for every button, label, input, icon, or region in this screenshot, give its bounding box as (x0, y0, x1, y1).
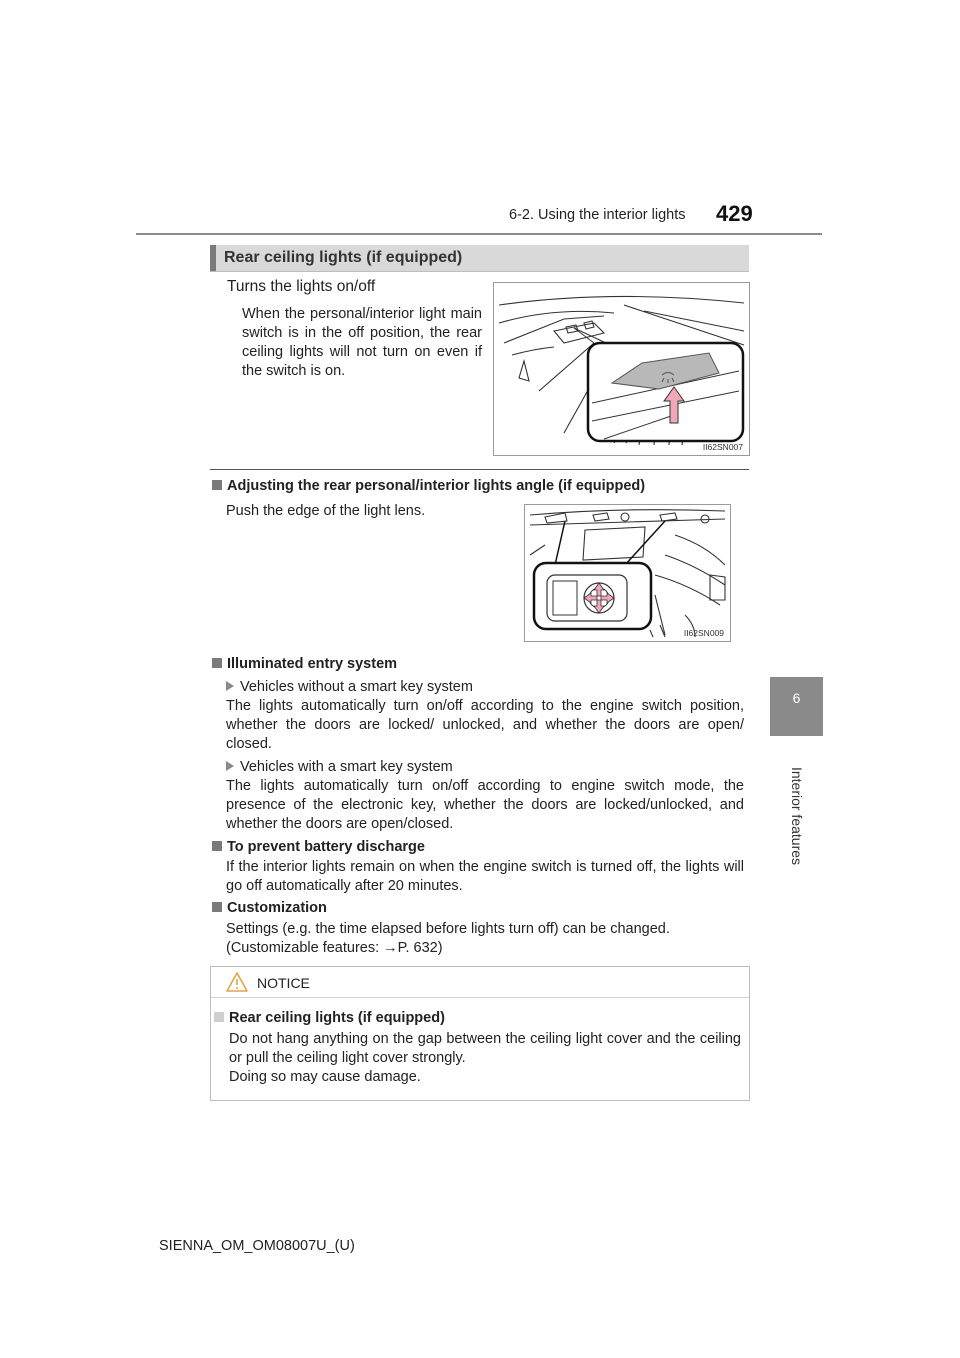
case2-text: The lights automatically turn on/off according to engine switch mode, the presence of the electronic key, whether the doors are locked/unlocked, and whether the doors are open/closed. (226, 778, 744, 832)
bullet-square-icon (212, 480, 222, 490)
chapter-title: Interior features (788, 766, 805, 866)
case1-label-text: Vehicles without a smart key system (240, 679, 473, 695)
chapter-tab (770, 677, 823, 736)
case1-text: The lights automatically turn on/off according to the engine switch position, whether the doors are locked/ unlocked, and whether the doors are open/ closed. (226, 698, 744, 752)
battery-heading-text: To prevent battery discharge (227, 839, 425, 855)
warning-icon (225, 971, 249, 993)
adjusting-heading-text: Adjusting the rear personal/interior lights angle (if equipped) (227, 478, 646, 494)
case2-label (226, 758, 453, 777)
section-bar-accent (210, 245, 216, 271)
notice-header (211, 967, 749, 998)
adjusting-text: Push the edge of the light lens. (226, 503, 426, 519)
notice-box (210, 966, 750, 1101)
header-rule (136, 233, 822, 235)
battery-heading (212, 839, 425, 855)
section-divider (210, 469, 749, 470)
notice-line2: Doing so may cause damage. (229, 1069, 421, 1085)
notice-heading-text: Rear ceiling lights (if equipped) (229, 1010, 445, 1026)
illuminated-heading (212, 656, 397, 672)
section-title: Rear ceiling lights (if equipped) (224, 249, 463, 266)
customization-line1: Settings (e.g. the time elapsed before lights turn off) can be changed. (226, 921, 670, 937)
personal-light-illustration (524, 504, 731, 642)
battery-text: If the interior lights remain on when the engine switch is turned off, the lights will go off automatically after 20 minutes. (226, 859, 744, 894)
customization-line2: (Customizable features: →P. 632) (226, 940, 443, 956)
lead-text: Turns the lights on/off (227, 278, 376, 295)
bullet-square-icon (214, 1012, 224, 1022)
figure-code-2: II62SN009 (683, 628, 724, 638)
chapter-number: 6 (792, 690, 801, 706)
bullet-square-icon (212, 841, 222, 851)
bullet-square-icon (212, 902, 222, 912)
figure-code: II62SN007 (702, 442, 743, 452)
customization-heading-text: Customization (227, 900, 327, 916)
notice-heading (214, 1010, 445, 1026)
case1-label (226, 678, 473, 697)
rear-ceiling-note: When the personal/interior light main switch is in the off position, the rear ceiling lights will not turn on even if the switch is on. (242, 306, 482, 379)
notice-label: NOTICE (257, 975, 310, 991)
triangle-bullet-icon (226, 681, 234, 691)
notice-line1: Do not hang anything on the gap between the ceiling light cover and the ceiling or pull the ceiling light cover strongly. (229, 1031, 741, 1066)
document-code: SIENNA_OM_OM08007U_(U) (159, 1238, 355, 1254)
ceiling-light-drawing (494, 283, 750, 456)
section-title-bar (210, 245, 749, 272)
personal-light-drawing (525, 505, 731, 642)
adjusting-heading (212, 478, 645, 494)
zoom-inset (588, 343, 743, 441)
case2-label-text: Vehicles with a smart key system (240, 759, 453, 775)
running-header: 6-2. Using the interior lights (509, 207, 686, 223)
triangle-bullet-icon (226, 761, 234, 771)
illuminated-heading-text: Illuminated entry system (227, 656, 398, 672)
page-number: 429 (716, 201, 753, 226)
bullet-square-icon (212, 658, 222, 668)
customization-heading (212, 900, 327, 916)
chapter-label (770, 736, 823, 896)
ceiling-light-illustration (493, 282, 750, 456)
